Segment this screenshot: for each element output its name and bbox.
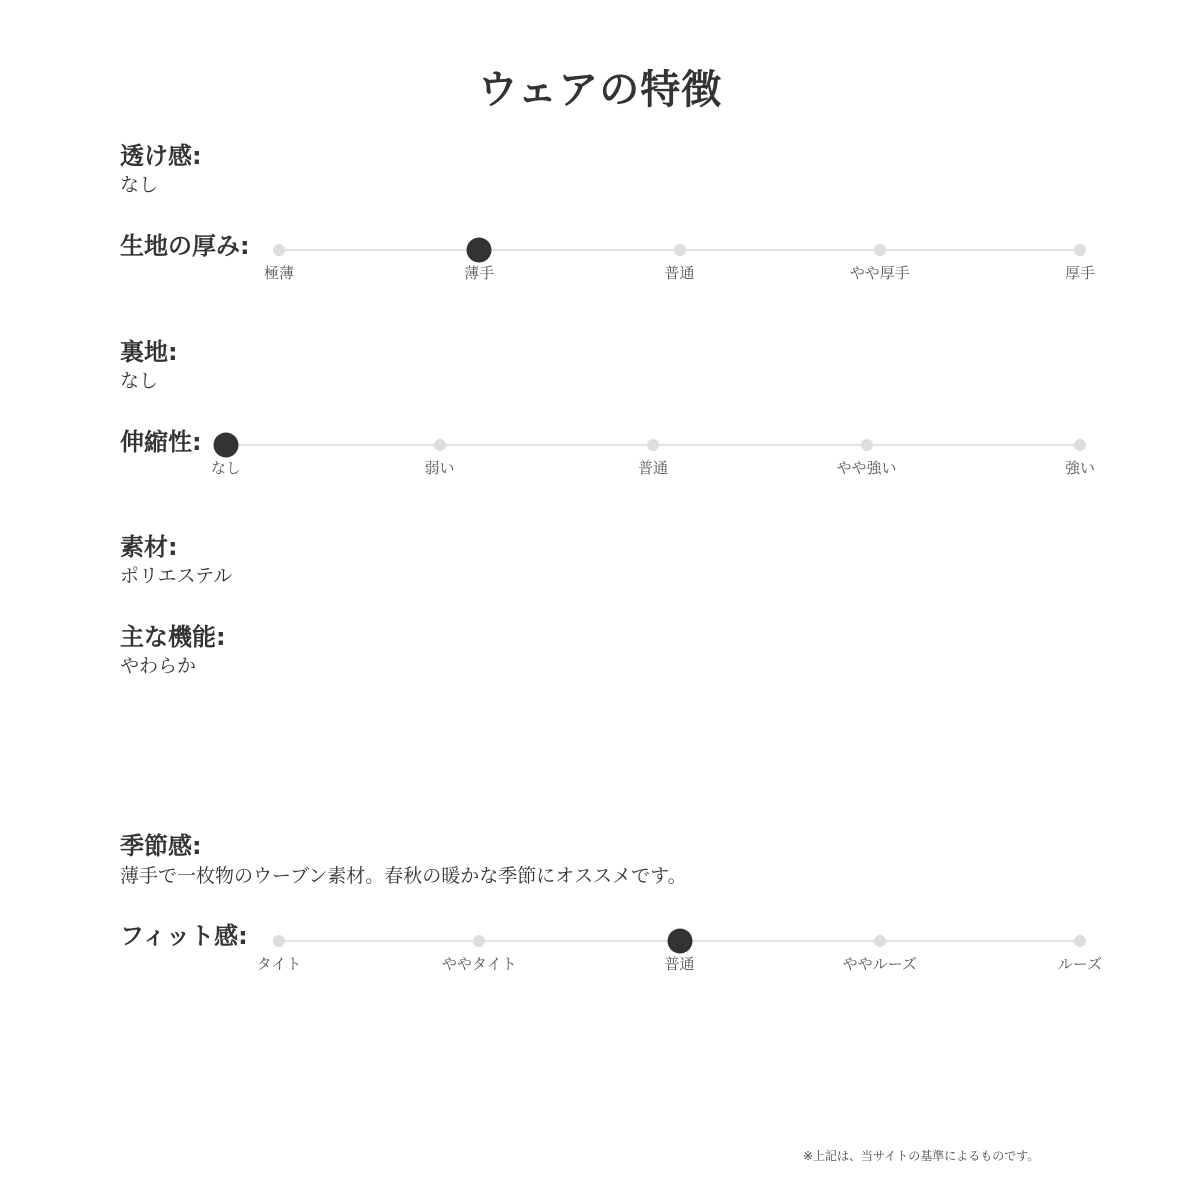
transparency-label: 透け感: <box>120 142 202 170</box>
fit-scale-point-3 <box>667 929 692 954</box>
stretch-scale-point-2 <box>434 439 446 451</box>
thickness-scale-point-2 <box>467 238 492 263</box>
fit-scale-label-3: 普通 <box>664 955 695 973</box>
fit-scale-label-2: ややタイト <box>441 955 517 973</box>
stretch-scale-point-4 <box>861 439 873 451</box>
fit-label: フィット感: <box>120 922 248 950</box>
thickness-scale-point-4 <box>874 244 886 256</box>
stretch-scale-label-5: 強い <box>1064 459 1096 477</box>
thickness-scale-label-5: 厚手 <box>1064 264 1096 282</box>
thickness-scale-label-2: 薄手 <box>464 264 495 282</box>
thickness-scale-label-3: 普通 <box>664 264 695 282</box>
footnote: ※上記は、当サイトの基準によるものです。 <box>803 1149 1040 1163</box>
fit-scale-point-1 <box>273 935 285 947</box>
stretch-scale-point-3 <box>647 439 659 451</box>
thickness-scale-point-3 <box>674 244 686 256</box>
thickness-scale-label-1: 極薄 <box>263 264 295 282</box>
fit-scale-point-4 <box>874 935 886 947</box>
page-title: ウェアの特徴 <box>477 67 723 113</box>
stretch-scale-label-4: やや強い <box>836 459 897 477</box>
thickness-scale-label-4: やや厚手 <box>849 264 910 282</box>
season-value: 薄手で一枚物のウーブン素材。春秋の暖かな季節にオススメです。 <box>120 865 687 887</box>
stretch-scale-label-2: 弱い <box>424 459 455 477</box>
thickness-scale-point-5 <box>1074 244 1086 256</box>
lining-value: なし <box>120 370 159 392</box>
fit-scale-label-5: ルーズ <box>1057 955 1103 973</box>
stretch-scale-point-5 <box>1074 439 1086 451</box>
fit-scale-label-4: ややルーズ <box>842 955 917 973</box>
functions-label: 主な機能: <box>120 623 226 651</box>
stretch-scale-point-1 <box>214 433 239 458</box>
stretch-scale-label-1: なし <box>210 459 242 477</box>
fit-scale-label-1: タイト <box>256 955 302 973</box>
stretch-label: 伸縮性: <box>120 428 202 456</box>
stretch-scale-label-3: 普通 <box>637 459 669 477</box>
material-label: 素材: <box>120 533 178 561</box>
fit-scale-point-2 <box>473 935 485 947</box>
thickness-scale-point-1 <box>273 244 285 256</box>
functions-value: やわらか <box>120 655 197 677</box>
season-label: 季節感: <box>120 832 202 860</box>
thickness-label: 生地の厚み: <box>120 232 250 260</box>
lining-label: 裏地: <box>120 338 178 366</box>
material-value: ポリエステル <box>120 565 233 587</box>
fit-scale-point-5 <box>1074 935 1086 947</box>
transparency-value: なし <box>120 174 159 196</box>
